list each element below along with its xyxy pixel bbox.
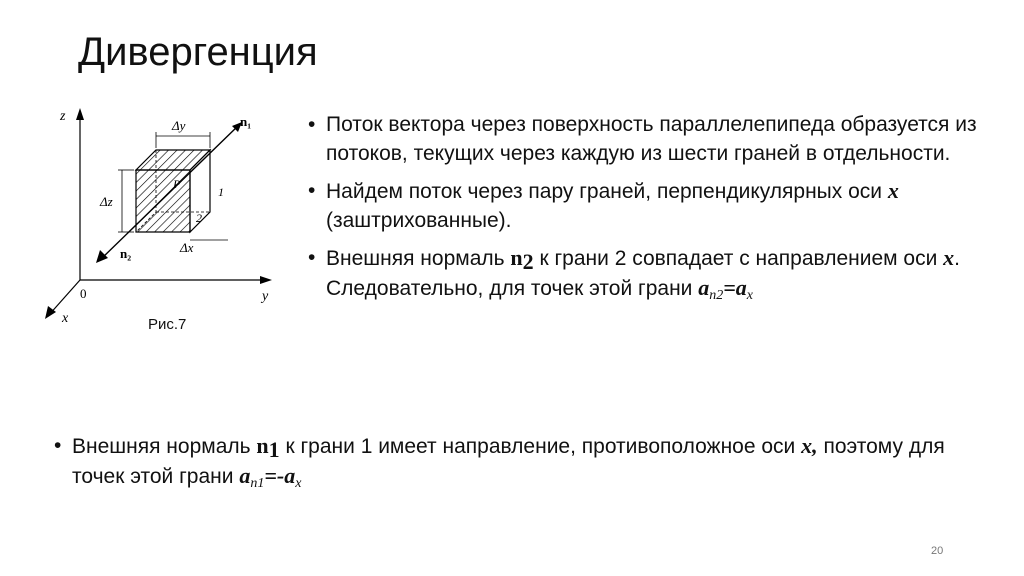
normal-symbol: n [510, 245, 523, 270]
bullet-item [308, 243, 986, 303]
vector-symbol: a [239, 463, 251, 488]
bullet-text: к грани 1 имеет направление, противоположное оси [279, 435, 802, 458]
n1-label: n₁ [240, 114, 252, 129]
bullet-text: . Следовательно, для точек этой грани [326, 247, 961, 300]
bullet-text: поэтому для точек этой грани [72, 435, 945, 488]
bullet-marker: • [308, 113, 316, 136]
axis-symbol: x [887, 178, 899, 203]
face2-label: 2 [196, 211, 202, 225]
axis-symbol: x [943, 245, 955, 270]
bullet-text: Поток вектора через поверхность параллелепипеда образуется из потоков, текущих через каждую из шести граней в отдельности. [326, 113, 977, 165]
dy-label: Δy [172, 118, 186, 133]
bullet-text: Внешняя нормаль [72, 435, 257, 458]
normal-subscript: 1 [268, 437, 280, 462]
dz-label: Δz [100, 194, 113, 209]
bullet-text: Внешняя нормаль [326, 247, 511, 270]
p-label: P [173, 177, 181, 191]
bullet-marker: • [54, 434, 62, 457]
bullet-marker: • [308, 246, 316, 269]
axis-symbol: x, [801, 433, 818, 458]
vector-subscript: n1 [250, 476, 265, 491]
slide-title: Дивергенция [78, 30, 318, 74]
vector-symbol: a [735, 275, 747, 300]
bullet-item [308, 176, 986, 235]
vector-subscript: n2 [709, 288, 724, 303]
figure-caption: Рис.7 [148, 316, 187, 333]
equals-sign: =- [264, 463, 285, 488]
n2-label: n₂ [120, 246, 132, 261]
face-2 [136, 170, 190, 232]
bullet-text: Найдем поток через пару граней, перпендикулярных оси [326, 180, 888, 203]
bullet-text: к грани 2 совпадает с направлением оси [533, 247, 944, 270]
parallelepiped-figure [40, 100, 300, 340]
vector-symbol: a [284, 463, 296, 488]
y-label: y [262, 289, 269, 304]
page-number: 20 [931, 545, 944, 557]
vector-subscript: x [295, 476, 302, 491]
bullet-marker: • [308, 179, 316, 202]
bottom-bullet-list [54, 431, 972, 491]
origin-label: 0 [80, 286, 87, 301]
z-label: z [60, 109, 66, 124]
face1-label: 1 [218, 185, 224, 199]
dx-label: Δx [180, 240, 194, 255]
bullet-list [308, 110, 986, 311]
equals-sign: = [723, 275, 736, 300]
normal-subscript: 2 [522, 249, 534, 274]
normal-symbol: n [256, 433, 269, 458]
bullet-item [308, 110, 986, 168]
x-label: x [62, 311, 69, 326]
bullet-text: (заштрихованные). [326, 209, 512, 232]
bullet-item [54, 431, 972, 491]
vector-symbol: a [698, 275, 710, 300]
vector-subscript: x [746, 288, 753, 303]
